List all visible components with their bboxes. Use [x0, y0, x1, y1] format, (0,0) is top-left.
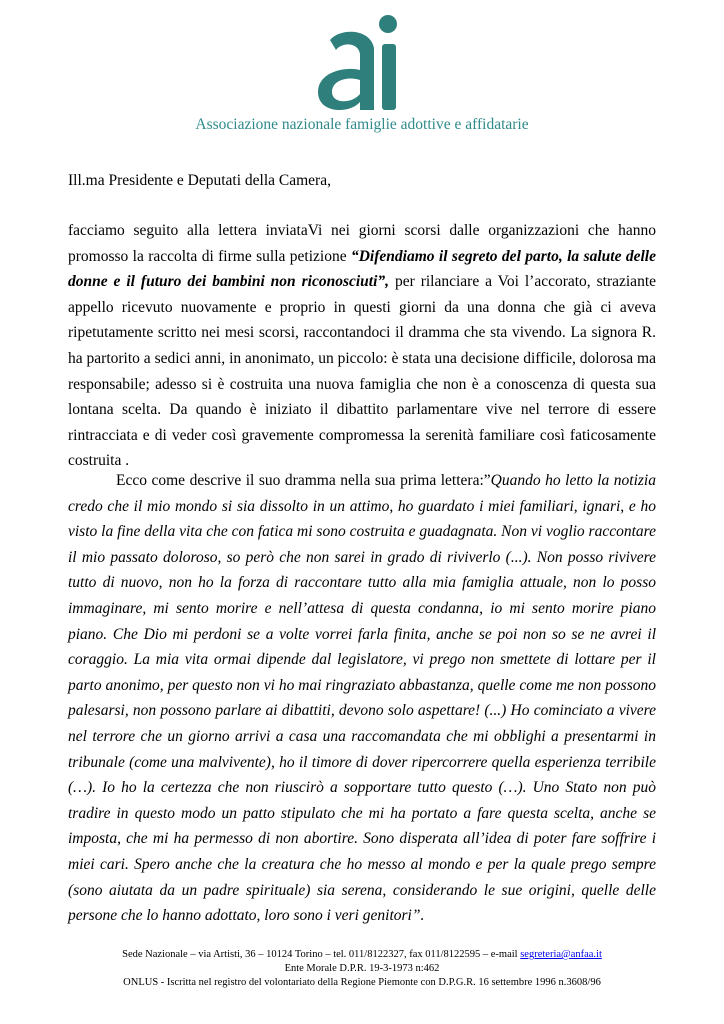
footer-email-link[interactable]: segreteria@anfaa.it	[520, 949, 602, 960]
quoted-letter: Quando ho letto la notizia credo che il mio mondo si sia dissolto in un attimo, ho guardato i miei familiari, ignari, e ho visto la fine della vita che con fatica mi sono costruita e guadagnata. Non vi voglio raccontare il mio passato doloroso, so però che non sarei in grado di riviverlo (...). Non posso rivivere tutto di nuovo, non ho la forza di raccontare tutto alla mia famiglia attuale, non lo posso immaginare, mi sento morire e nell’attesa di questa condanna, io mi sento morire piano piano. Che Dio mi perdoni se a volte vorrei farla finita, anche se poi non so se ne avrei il coraggio. La mia vita ormai dipende dal legislatore, vi prego non smettete di lottare per il parto anonimo, per questo non vi ho mai ringraziato abbastanza, quelle come me non possono palesarsi, non possono parlare ai dibattiti, devono solo aspettare! (...) Ho cominciato a vivere nel terrore che un giorno arrivi a casa una raccomandata che mi obblighi a presentarmi in tribunale (come una malvivente), ho il timore di dover ripercorrere quella esperienza terribile (…). Io ho la certezza che non riuscirò a sopportare tutto questo (…). Uno Stato non può tradire in questo modo un patto stipulato che mi ha portato a fare questa scelta, anche se imposta, che mi ha permesso di non abortire. Sono disperata all’idea di poter fare soffrire i miei cari. Spero anche che la creatura che ho messo al mondo e per la quale prego sempre (sono aiutata da un padre spirituale) sia serena, considerando le sue origini, quelle delle persone che lo hanno adottato, loro sono i veri genitori”.	[68, 472, 656, 925]
footer-registration: ONLUS - Iscritta nel registro del volontariato della Regione Piemonte con D.P.G.R. 16 settembre 1996 n.3608/96	[123, 977, 601, 988]
footer	[0, 948, 724, 990]
paragraph-intro-text: facciamo seguito alla lettera inviataVi nei giorni scorsi dalle organizzazioni che hanno promosso la raccolta di firme sulla petizione	[68, 222, 656, 265]
footer-legal-status: Ente Morale D.P.R. 19-3-1973 n:462	[284, 963, 440, 974]
footer-address	[0, 948, 724, 962]
organization-name: Associazione nazionale famiglie adottive e affidatarie	[195, 116, 529, 133]
salutation: Ill.ma Presidente e Deputati della Camera,	[68, 172, 331, 189]
paragraph-quote	[68, 468, 656, 929]
paragraph-intro	[68, 218, 656, 474]
quote-intro: Ecco come descrive il suo dramma nella sua prima lettera:”	[116, 472, 491, 489]
anfaa-logo-icon	[300, 10, 420, 118]
paragraph-intro-text-cont: per rilanciare a Voi l’accorato, straziante appello ricevuto nuovamente e proprio in questi giorni da una donna che già ci aveva ripetutamente scritto nei mesi scorsi, raccontandoci il dramma che sta vivendo. La signora R. ha partorito a sedici anni, in anonimato, un piccolo: è stata una decisione difficile, dolorosa ma responsabile; adesso si è costruita una nuova famiglia che non è a conoscenza di questa sua lontana scelta. Da quando è iniziato il dibattito parlamentare vive nel terrore di essere rintracciata e di veder così gravemente compromessa la serenità familiare così faticosamente costruita .	[68, 273, 656, 470]
footer-address-text: Sede Nazionale – via Artisti, 36 – 10124 Torino – tel. 011/8122327, fax 011/8122595 – e-mail	[122, 949, 521, 960]
petition-title: “Difendiamo il segreto del parto, la salute delle donne e il futuro dei bambini non riconosciuti”,	[68, 247, 656, 291]
